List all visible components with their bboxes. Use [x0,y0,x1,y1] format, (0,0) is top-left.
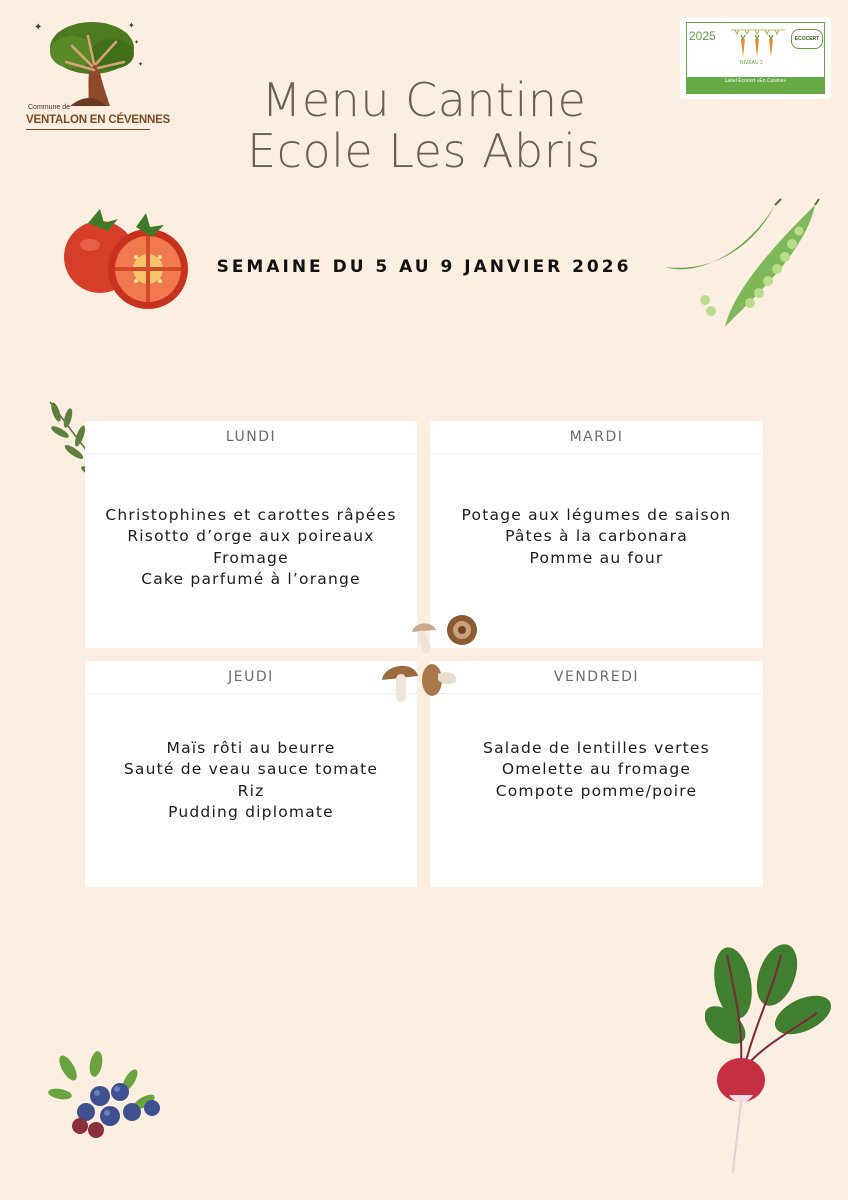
menu-item: Maïs rôti au beurre [166,739,336,757]
menu-list [85,738,417,823]
week-label: SEMAINE DU 5 AU 9 JANVIER 2026 [216,257,632,277]
day-title: LUNDI [85,421,417,454]
menu-item: Pudding diplomate [168,802,334,821]
svg-text:✦: ✦ [34,22,43,33]
logo-commune-name: VENTALON EN CÉVENNES [26,114,171,126]
menu-item: Riz [237,781,265,800]
menu-list [85,505,417,590]
carrots-icon [729,27,787,59]
ecocert-year: 2025 [689,29,716,43]
menu-item: Salade de lentilles vertes [483,739,710,757]
menu-item: Pâtes à la carbonara [505,527,688,546]
menu-item: Cake parfumé à l’orange [141,569,361,588]
menu-item: Potage aux légumes de saison [461,506,732,524]
ecocert-badge: ECOCERT [791,29,823,49]
menu-item: Sauté de veau sauce tomate [123,760,379,779]
peas-illustration [655,195,820,330]
ecocert-level: NIVEAU 2 [740,60,763,66]
svg-text:✦: ✦ [134,39,140,46]
day-title: JEUDI [85,661,417,694]
page-title-line-1: Menu Cantine [261,73,587,127]
menu-list [430,505,763,569]
menu-item: Christophines et carottes râpées [105,506,397,524]
mushrooms-illustration [380,610,480,706]
page-title-line-2: Ecole Les Abris [247,124,601,178]
menu-item: Compote pomme/poire [495,781,698,800]
menu-item: Risotto d’orge aux poireaux [127,527,375,546]
menu-list [430,738,763,802]
svg-text:✦: ✦ [128,21,135,30]
menu-item: Pomme au four [529,548,664,567]
logo-small-text: Commune de [28,104,71,111]
svg-text:✦: ✦ [138,61,144,68]
ecocert-bar-text: Label Ecocert «En Cuisine» [724,78,787,84]
radish-illustration [705,935,833,1175]
day-card-lundi [85,421,417,648]
menu-item: Omelette au fromage [501,760,692,779]
blueberries-illustration [44,1050,166,1142]
day-card-jeudi [85,661,417,887]
menu-item: Fromage [213,548,289,567]
day-title: VENDREDI [430,661,763,694]
day-title: MARDI [430,421,763,454]
